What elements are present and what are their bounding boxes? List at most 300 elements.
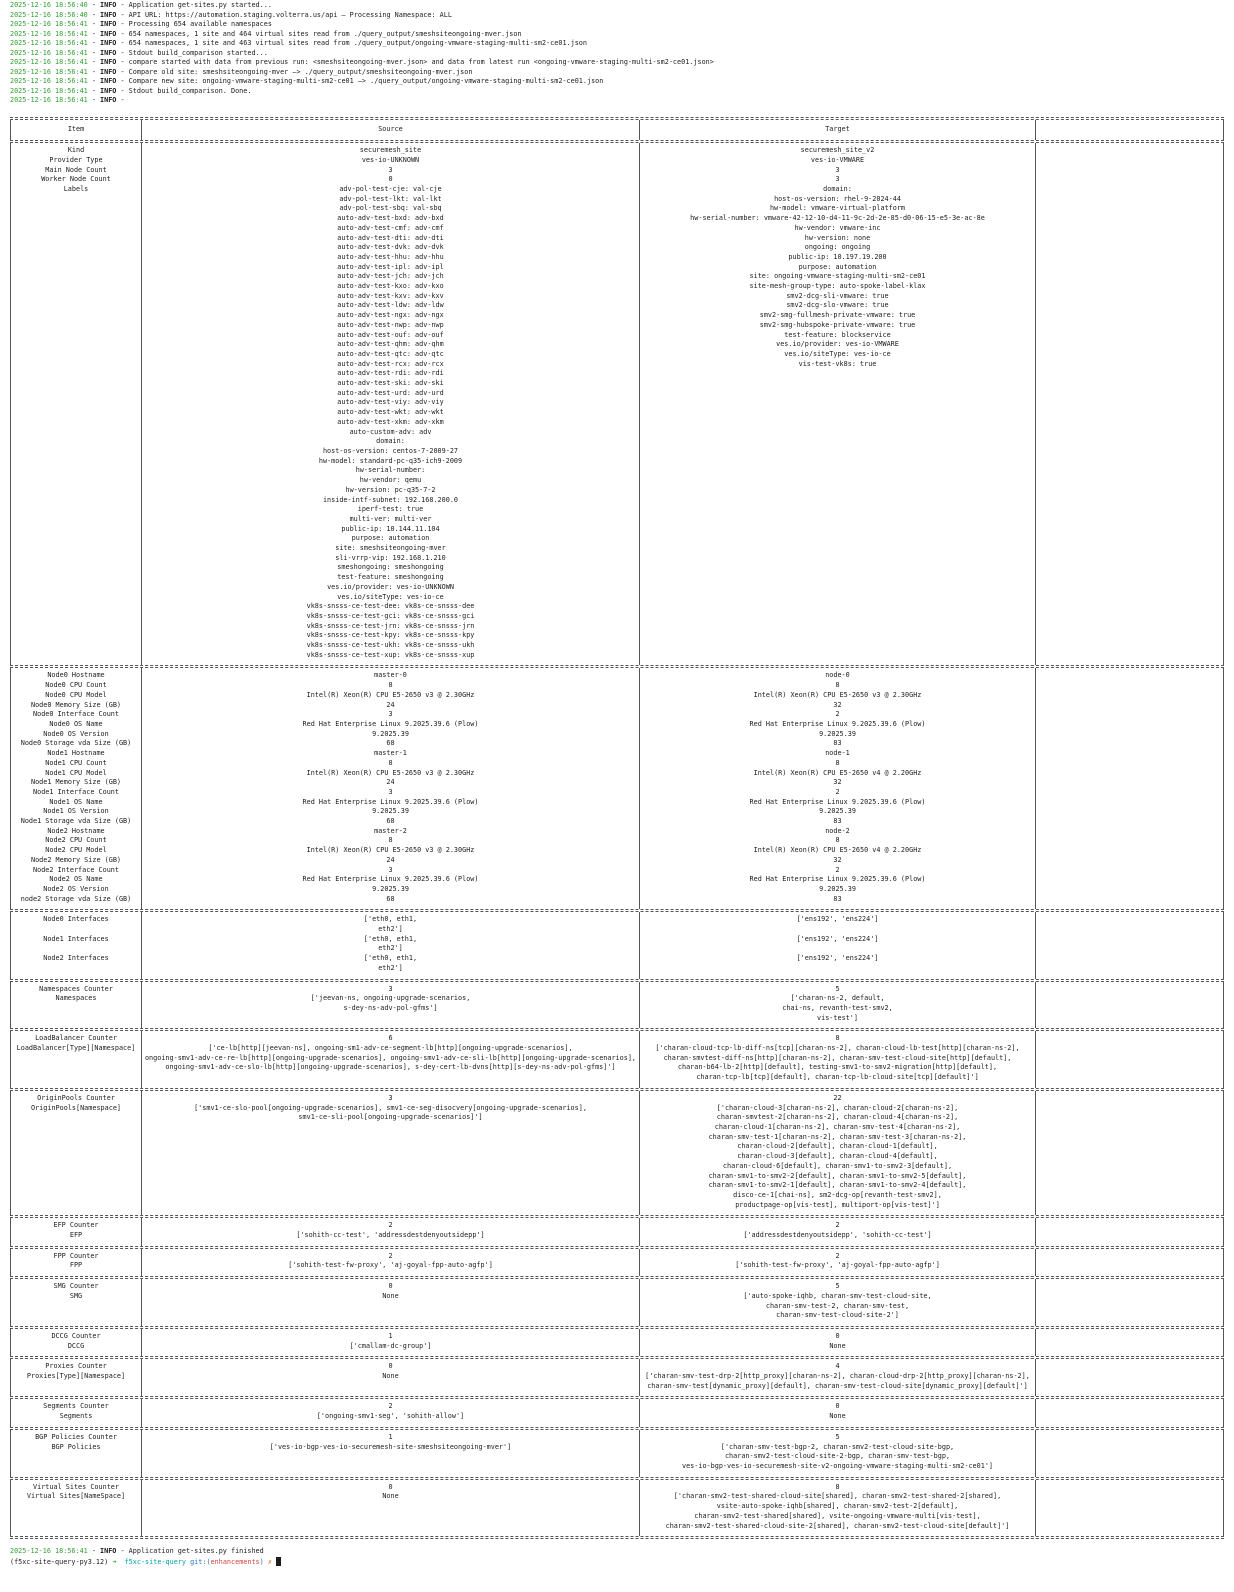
cell-text-line: 4 bbox=[835, 1362, 840, 1371]
table-cell bbox=[640, 1430, 1036, 1477]
cell-text-line: 2 bbox=[835, 865, 840, 874]
cell-text-line: Intel(R) Xeon(R) CPU E5-2650 v4 @ 2.20GHz bbox=[753, 768, 922, 777]
cell-text-line: adv-pol-test-cje: val-cje bbox=[339, 185, 442, 194]
cell-text-line: vis-test'] bbox=[817, 1013, 858, 1022]
table-cell bbox=[142, 1218, 640, 1245]
cell-text-line: eth2'] bbox=[378, 925, 403, 934]
cell-text-line bbox=[1038, 985, 1221, 995]
table-cell bbox=[10, 982, 142, 1029]
table-cell bbox=[1036, 1399, 1224, 1426]
log-message: - Application get-sites.py finished bbox=[116, 1547, 264, 1556]
table-cell bbox=[1036, 982, 1224, 1029]
cell-text-line: Proxies Counter bbox=[45, 1362, 107, 1371]
log-level: INFO bbox=[100, 77, 117, 85]
cell-text-line: smv2-smg-fullmesh-private-vmware: true bbox=[759, 311, 916, 320]
cell-text-line: 5 bbox=[835, 984, 840, 993]
table-cell bbox=[1036, 912, 1224, 978]
cell-text-line: Provider Type bbox=[49, 155, 103, 164]
cell-text-line: auto-adv-test-kxv: adv-kxv bbox=[337, 291, 444, 300]
cell-text-line: Node1 Storage vda Size (GB) bbox=[20, 817, 132, 826]
cell-text-line: 2 bbox=[388, 1402, 393, 1411]
cell-text-line: DCCG bbox=[67, 1341, 85, 1350]
cell-text-line: 83 bbox=[833, 817, 842, 826]
cell-text-line: s-dey-ns-adv-pol-gfms'] bbox=[343, 1003, 438, 1012]
cell-text-line: ['sohith-test-fw-proxy', 'aj-goyal-fpp-auto-agfp'] bbox=[735, 1261, 940, 1270]
cell-text-line: auto-adv-test-hhu: adv-hhu bbox=[337, 252, 444, 261]
table-cell bbox=[640, 1218, 1036, 1245]
cell-text-line: 3 bbox=[835, 175, 840, 184]
cell-text-line: adv-pol-test-lkt: val-lkt bbox=[339, 194, 442, 203]
cell-text-line: ['charan-smv-test-bgp-2, charan-smv2-test-cloud-site-bgp, bbox=[720, 1442, 955, 1451]
cell-text-line: 3 bbox=[388, 787, 393, 796]
table-cell bbox=[1036, 1218, 1224, 1245]
cell-text-line: ves.io/siteType: ves-io-ce bbox=[784, 349, 891, 358]
cell-text-line: Virtual Sites[NameSpace] bbox=[26, 1492, 126, 1501]
cell-text-line: vis-test-vk8s: true bbox=[798, 359, 877, 368]
log-level: INFO bbox=[100, 10, 117, 19]
cell-text-line: Segments Counter bbox=[43, 1402, 109, 1411]
cell-text-line: node-1 bbox=[825, 749, 850, 758]
cell-text-line: 83 bbox=[833, 894, 842, 903]
log-timestamp: 2025-12-16 18:56:41 bbox=[10, 39, 88, 47]
cell-text-line: auto-adv-test-urd: adv-urd bbox=[337, 388, 444, 397]
cell-text-line: ['ens192', 'ens224'] bbox=[796, 954, 879, 963]
cell-text-line: None bbox=[829, 1341, 846, 1350]
cell-text-line: inside-intf-subnet: 192.168.200.0 bbox=[322, 495, 459, 504]
log-message: - compare started with data from previous run: <smeshsiteongoing-mver.json> and data from latest run <ongoing-vmware-staging-multi-sm2-ce01.json> bbox=[116, 58, 714, 66]
cell-text-line: charan-b64-lb-2[http][default], testing-smv1-to-smv2-migration[http][default], bbox=[677, 1063, 998, 1072]
log-message: - Compare old site: smeshsiteongoing-mver —> ./query_output/smeshsiteongoing-mver.json bbox=[116, 67, 473, 76]
cell-text-line: Namespaces bbox=[55, 994, 97, 1003]
cell-text-line: 8 bbox=[835, 1482, 840, 1491]
cell-text-line: OriginPools[Namespace] bbox=[30, 1103, 122, 1112]
cell-text-line: BGP Policies bbox=[51, 1442, 101, 1451]
cell-text-line: iperf-test: true bbox=[357, 505, 424, 514]
cell-text-line: Red Hat Enterprise Linux 9.2025.39.6 (Plow) bbox=[749, 875, 926, 884]
cell-text-line: 68 bbox=[386, 894, 395, 903]
log-line: 2025-12-16 18:56:41 - INFO - 654 namespaces, 1 site and 463 virtual sites read from ./query_output/ongoing-vmware-staging-multi-sm2-ce01.json bbox=[10, 39, 587, 47]
table-cell bbox=[1036, 1359, 1224, 1396]
cell-text-line: charan-cloud-6[default], charan-smv1-to-smv2-3[default], bbox=[722, 1161, 953, 1170]
table-row bbox=[10, 982, 1224, 1029]
table-cell bbox=[142, 1480, 640, 1537]
cell-text-line: auto-adv-test-viy: adv-viy bbox=[337, 398, 444, 407]
log-level: INFO bbox=[100, 1547, 117, 1556]
cell-text-line: FPP bbox=[69, 1261, 83, 1270]
cell-text-line: 1 bbox=[388, 1331, 393, 1340]
cell-text-line: Node1 OS Name bbox=[49, 797, 103, 806]
table-cell bbox=[142, 1031, 640, 1088]
log-line: 2025-12-16 18:56:41 - INFO - Application get-sites.py finished bbox=[10, 1547, 264, 1556]
cell-text-line bbox=[13, 944, 139, 954]
cell-text-line: LoadBalancer[Type][Namespace] bbox=[16, 1044, 136, 1053]
log-timestamp: 2025-12-16 18:56:40 bbox=[10, 10, 88, 19]
cell-text-line: 9.2025.39 bbox=[819, 884, 856, 893]
cell-text-line: ['sohith-cc-test', 'addressdestdenyoutsidepp'] bbox=[296, 1231, 485, 1240]
cell-text-line bbox=[1038, 1221, 1221, 1231]
cell-text-line: Node2 CPU Model bbox=[45, 846, 107, 855]
table-cell bbox=[640, 1359, 1036, 1396]
cell-text-line: charan-smv2-test-shared[shared], vsite-ongoing-vmware-multi[vis-test], bbox=[694, 1511, 981, 1520]
cell-text-line bbox=[1038, 1433, 1221, 1443]
cell-text-line: 8 bbox=[388, 836, 393, 845]
cell-text-line: ['eth0, eth1, bbox=[363, 954, 418, 963]
cell-text-line: domain: bbox=[823, 185, 852, 194]
cell-text-line: Proxies[Type][Namespace] bbox=[26, 1372, 126, 1381]
cell-text-line: auto-adv-test-nwp: adv-nwp bbox=[337, 320, 444, 329]
cell-text-line: Node1 OS Version bbox=[43, 807, 109, 816]
log-line: 2025-12-16 18:56:41 - INFO - 654 namespaces, 1 site and 464 virtual sites read from ./query_output/smeshsiteongoing-mver.json bbox=[10, 29, 522, 38]
cell-text-line: 8 bbox=[835, 836, 840, 845]
cell-text-line: ['auto-spoke-iqhb, charan-smv-test-cloud-site, bbox=[743, 1291, 932, 1300]
cell-text-line: 9.2025.39 bbox=[372, 729, 409, 738]
cell-text-line: Node2 Interfaces bbox=[43, 954, 109, 963]
log-message: - Processing 654 available namespaces bbox=[116, 20, 272, 28]
cell-text-line: EFP bbox=[69, 1231, 83, 1240]
cell-text-line: ['charan-smv2-test-shared-cloud-site[shared], charan-smv2-test-shared-2[shared], bbox=[673, 1492, 1002, 1501]
cell-text-line: ['eth0, eth1, bbox=[363, 934, 418, 943]
cell-text-line: SMG bbox=[69, 1291, 83, 1300]
log-level: INFO bbox=[100, 58, 117, 66]
cell-text-line: auto-adv-test-ldw: adv-ldw bbox=[337, 301, 444, 310]
cell-text-line: ['smv1-ce-slo-pool[ongoing-upgrade-scenarios], smv1-ce-seg-disocvery[ongoing-upgrade-scenarios], bbox=[194, 1103, 587, 1112]
cell-text-line: Labels bbox=[63, 185, 89, 194]
cell-text-line: test-feature: smeshongoing bbox=[337, 573, 444, 582]
cell-text-line: site-mesh-group-type: auto-spoke-label-klax bbox=[749, 282, 926, 291]
cell-text-line bbox=[13, 925, 139, 935]
cell-text-line: auto-adv-test-rcx: adv-rcx bbox=[337, 359, 444, 368]
cell-text-line: Red Hat Enterprise Linux 9.2025.39.6 (Plow) bbox=[749, 797, 926, 806]
cell-text-line: auto-adv-test-ouf: adv-ouf bbox=[337, 330, 444, 339]
git-suffix: ) bbox=[259, 1557, 264, 1566]
table-cell bbox=[1036, 1091, 1224, 1215]
cell-text-line: 8 bbox=[388, 758, 393, 767]
log-level: INFO bbox=[100, 86, 117, 95]
prompt-arrow-icon: ➜ bbox=[112, 1557, 117, 1566]
cell-text-line: Virtual Sites Counter bbox=[33, 1482, 119, 1491]
cell-text-line: 8 bbox=[835, 758, 840, 767]
cell-text-line: charan-cloud-2[default], charan-cloud-1[default], bbox=[737, 1142, 938, 1151]
cell-text-line: master-2 bbox=[374, 826, 407, 835]
cell-text-line: 3 bbox=[388, 1093, 393, 1102]
log-timestamp: 2025-12-16 18:56:41 bbox=[10, 1547, 88, 1556]
cell-text-line: Namespaces Counter bbox=[39, 984, 113, 993]
comparison-table bbox=[10, 117, 1224, 1540]
cell-text-line: ves.io/provider: ves-io-VMWARE bbox=[776, 340, 899, 349]
cell-text-line bbox=[1038, 671, 1221, 681]
log-message: - 654 namespaces, 1 site and 463 virtual sites read from ./query_output/ongoing-vmware-staging-multi-sm2-ce01.json bbox=[116, 39, 587, 47]
cell-text-line: 32 bbox=[833, 700, 842, 709]
table-cell bbox=[1036, 143, 1224, 665]
cell-text-line: EFP Counter bbox=[53, 1221, 99, 1230]
cell-text-line: auto-adv-test-ski: adv-ski bbox=[337, 379, 444, 388]
cell-text-line: 8 bbox=[388, 681, 393, 690]
log-output bbox=[0, 0, 1234, 106]
cell-text-line: 9.2025.39 bbox=[372, 807, 409, 816]
log-timestamp: 2025-12-16 18:56:41 bbox=[10, 67, 88, 76]
table-cell bbox=[10, 1249, 142, 1276]
cell-text-line: hw-version: pc-q35-7-2 bbox=[345, 485, 436, 494]
cell-text-line: 9.2025.39 bbox=[819, 807, 856, 816]
cell-text-line: 0 bbox=[835, 1331, 840, 1340]
cell-text-line: Node0 Storage vda Size (GB) bbox=[20, 739, 132, 748]
log-output-bottom bbox=[0, 1539, 1234, 1557]
cell-text-line bbox=[1038, 1282, 1221, 1292]
log-line: 2025-12-16 18:56:41 - INFO - Compare new site: ongoing-vmware-staging-multi-sm2-ce01 —> ./query_output/ongoing-vmware-staging-multi-sm2-ce01.json bbox=[10, 77, 604, 85]
venv-name: (f5xc-site-query-py3.12) bbox=[10, 1557, 113, 1566]
log-line: 2025-12-16 18:56:41 - INFO - Stdout build_comparison. Done. bbox=[10, 86, 252, 95]
cell-text-line: 3 bbox=[388, 865, 393, 874]
table-cell bbox=[640, 1279, 1036, 1326]
cell-text-line: Node0 CPU Model bbox=[45, 690, 107, 699]
cell-text-line: 3 bbox=[388, 984, 393, 993]
table-cell bbox=[640, 1480, 1036, 1537]
table-cell bbox=[1036, 1480, 1224, 1537]
cell-text-line: Node2 Memory Size (GB) bbox=[30, 855, 122, 864]
cell-text-line: hw-serial-number: bbox=[355, 466, 426, 475]
cell-text-line: hw-version: none bbox=[804, 233, 871, 242]
log-timestamp: 2025-12-16 18:56:41 bbox=[10, 96, 88, 104]
cell-text-line: ['jeevan-ns, ongoing-upgrade-scenarios, bbox=[310, 994, 471, 1003]
log-timestamp: 2025-12-16 18:56:41 bbox=[10, 58, 88, 66]
cell-text-line bbox=[1038, 1402, 1221, 1412]
cell-text-line bbox=[13, 964, 139, 974]
cell-text-line: master-1 bbox=[374, 749, 407, 758]
terminal-cursor bbox=[276, 1557, 281, 1566]
cell-text-line bbox=[642, 944, 1033, 954]
cell-text-line: charan-smv-test-1[charan-ns-2], charan-smv-test-3[charan-ns-2], bbox=[708, 1132, 967, 1141]
cell-text-line: Intel(R) Xeon(R) CPU E5-2650 v4 @ 2.20GHz bbox=[753, 846, 922, 855]
prompt-directory: f5xc-site-query bbox=[124, 1557, 186, 1566]
cell-text-line: test-feature: blockservice bbox=[784, 330, 891, 339]
cell-text-line: Node0 CPU Count bbox=[45, 681, 107, 690]
cell-text-line: hw-model: vmware-virtual-platform bbox=[769, 204, 906, 213]
cell-text-line: ['ens192', 'ens224'] bbox=[796, 934, 879, 943]
cell-text-line: vsite-auto-spoke-iqhb[shared], charan-smv2-test-2[default], bbox=[716, 1502, 959, 1511]
cell-text-line: 3 bbox=[835, 165, 840, 174]
cell-text-line: auto-adv-test-rdi: adv-rdi bbox=[337, 369, 444, 378]
log-timestamp: 2025-12-16 18:56:41 bbox=[10, 48, 88, 57]
table-cell bbox=[142, 1430, 640, 1477]
cell-text-line: 9.2025.39 bbox=[819, 729, 856, 738]
cell-text-line: public-ip: 10.144.11.104 bbox=[341, 524, 440, 533]
cell-text-line: ['charan-cloud-tcp-lb-diff-ns[tcp][charan-ns-2], charan-cloud-lb-test[http][charan-ns-2], bbox=[655, 1044, 1020, 1053]
cell-text-line: Node2 CPU Count bbox=[45, 836, 107, 845]
cell-text-line: hw-vendor: vmware-inc bbox=[794, 223, 881, 232]
cell-text-line: auto-adv-test-ngx: adv-ngx bbox=[337, 311, 444, 320]
cell-text-line: adv-pol-test-sbq: val-sbq bbox=[339, 204, 442, 213]
cell-text-line: 68 bbox=[386, 739, 395, 748]
table-header-cell bbox=[10, 120, 142, 141]
git-branch: enhancements bbox=[210, 1557, 260, 1566]
cell-text-line: 24 bbox=[386, 778, 395, 787]
cell-text-line: ves.io/siteType: ves-io-ce bbox=[337, 592, 444, 601]
cell-text-line bbox=[1038, 1252, 1221, 1262]
cell-text-line: ongoing-smv1-adv-ce-slo-lb[http][ongoing-upgrade-scenarios], s-dey-cert-lb-dvns[http][s-dey-ns-adv-pol-gfms]'] bbox=[165, 1063, 616, 1072]
cell-text-line: host-os-version: centos-7-2009-27 bbox=[322, 447, 459, 455]
cell-text-line: smeshongoing: smeshongoing bbox=[337, 563, 444, 572]
cell-text-line: auto-adv-test-dvk: adv-dvk bbox=[337, 243, 444, 252]
cell-text-line: 2 bbox=[388, 1251, 393, 1260]
table-row bbox=[10, 1430, 1224, 1477]
cell-text-line: charan-cloud-1[charan-ns-2], charan-smv-test-4[charan-ns-2], bbox=[714, 1123, 961, 1131]
cell-text-line: auto-adv-test-qhm: adv-qhm bbox=[337, 340, 444, 349]
cell-text-line: Node2 Interface Count bbox=[33, 865, 119, 874]
log-level: INFO bbox=[100, 96, 117, 104]
cell-text-line: Intel(R) Xeon(R) CPU E5-2650 v3 @ 2.30GHz bbox=[753, 690, 922, 699]
cell-text-line: Red Hat Enterprise Linux 9.2025.39.6 (Plow) bbox=[302, 875, 479, 884]
table-cell bbox=[10, 1218, 142, 1245]
cell-text-line: node-2 bbox=[825, 826, 850, 835]
cell-text-line: Intel(R) Xeon(R) CPU E5-2650 v3 @ 2.30GHz bbox=[306, 690, 475, 699]
table-cell bbox=[10, 1430, 142, 1477]
cell-text-line: 2 bbox=[835, 1251, 840, 1260]
log-line: 2025-12-16 18:56:41 - INFO - Stdout build_comparison started... bbox=[10, 48, 268, 57]
cell-text-line: ['charan-smv-test-drp-2[http_proxy][charan-ns-2], charan-cloud-drp-2[http_proxy][charan-ns-2], bbox=[645, 1372, 1030, 1381]
cell-text-line: 32 bbox=[833, 778, 842, 787]
cell-text-line: charan-smvtest-diff-ns[http][charan-ns-2], charan-smv-test-cloud-site[http][default], bbox=[663, 1053, 1012, 1062]
table-row bbox=[10, 912, 1224, 978]
log-line: 2025-12-16 18:56:40 - INFO - Application get-sites.py started... bbox=[10, 1, 272, 9]
table-cell bbox=[10, 1480, 142, 1537]
cell-text-line: multi-ver: multi-ver bbox=[349, 514, 432, 523]
cell-text-line: charan-smv-test-cloud-site-2'] bbox=[776, 1311, 899, 1320]
cell-text-line: vk8s-snsss-ce-test-xup: vk8s-ce-snsss-xup bbox=[306, 650, 475, 659]
cell-text-line: 0 bbox=[388, 1362, 393, 1371]
log-level: INFO bbox=[100, 1, 117, 9]
cell-text-line: Node1 CPU Model bbox=[45, 768, 107, 777]
cell-text-line: vk8s-snsss-ce-test-jrn: vk8s-ce-snsss-jrn bbox=[306, 621, 475, 630]
cell-text-line: auto-adv-test-kxo: adv-kxo bbox=[337, 282, 444, 291]
table-cell bbox=[142, 143, 640, 665]
log-line: 2025-12-16 18:56:41 - INFO - bbox=[10, 96, 129, 104]
cell-text-line: Kind bbox=[67, 146, 85, 155]
cell-text-line: Intel(R) Xeon(R) CPU E5-2650 v3 @ 2.30GHz bbox=[306, 768, 475, 777]
cell-text-line: domain: bbox=[376, 437, 405, 446]
cell-text-line: 3 bbox=[388, 710, 393, 719]
cell-text-line: purpose: automation bbox=[351, 534, 430, 543]
log-timestamp: 2025-12-16 18:56:41 bbox=[10, 77, 88, 85]
cell-text-line: host-os-version: rhel-9-2024-44 bbox=[774, 194, 901, 203]
cell-text-line: charan-smv2-test-shared-cloud-site-2[shared], charan-smv2-test-cloud-site[default]'] bbox=[665, 1521, 1010, 1530]
cell-text-line: 83 bbox=[833, 739, 842, 748]
cell-text-line bbox=[1038, 146, 1221, 156]
table-cell bbox=[10, 1399, 142, 1426]
table-header-cell bbox=[142, 120, 640, 141]
cell-text-line: DCCG Counter bbox=[51, 1331, 101, 1340]
cell-text-line: site: smeshsiteongoing-mver bbox=[335, 544, 446, 553]
cell-text-line: ['charan-cloud-3[charan-ns-2], charan-cloud-2[charan-ns-2], bbox=[716, 1103, 959, 1112]
log-level: INFO bbox=[100, 29, 117, 38]
cell-text-line: ['ongoing-smv1-seg', 'sohith-allow'] bbox=[316, 1412, 465, 1421]
cell-text-line: 22 bbox=[833, 1093, 842, 1102]
cell-text-line: None bbox=[382, 1372, 399, 1381]
cell-text-line: 32 bbox=[833, 855, 842, 864]
table-cell bbox=[142, 668, 640, 909]
table-cell bbox=[640, 1399, 1036, 1426]
log-timestamp: 2025-12-16 18:56:41 bbox=[10, 86, 88, 95]
table-cell bbox=[640, 912, 1036, 978]
cell-text-line: 0 bbox=[388, 1282, 393, 1291]
table-cell bbox=[640, 982, 1036, 1029]
cell-text-line: disco-ce-1[chai-ns], sm2-dcg-op[revanth-test-smv2], bbox=[733, 1190, 942, 1199]
cell-text-line: 2 bbox=[835, 787, 840, 796]
table-row bbox=[10, 668, 1224, 909]
log-line: 2025-12-16 18:56:41 - INFO - Compare old site: smeshsiteongoing-mver —> ./query_output/smeshsiteongoing-mver.json bbox=[10, 67, 473, 76]
shell-prompt[interactable] bbox=[0, 1557, 1234, 1568]
log-level: INFO bbox=[100, 48, 117, 57]
cell-text-line: charan-smvtest-2[charan-ns-2], charan-cloud-4[charan-ns-2], bbox=[716, 1113, 959, 1122]
table-cell bbox=[640, 1031, 1036, 1088]
cell-text-line: FPP Counter bbox=[53, 1251, 99, 1260]
cell-text-line: 2 bbox=[388, 1221, 393, 1230]
table-cell bbox=[142, 982, 640, 1029]
log-message: - Stdout build_comparison started... bbox=[116, 48, 268, 57]
cell-text-line: 68 bbox=[386, 817, 395, 826]
table-cell bbox=[142, 1279, 640, 1326]
cell-text-line: Node1 Interfaces bbox=[43, 934, 109, 943]
cell-text-line: charan-smv1-to-smv2-1[default], charan-smv1-to-smv2-4[default], bbox=[708, 1181, 967, 1190]
table-row bbox=[10, 1218, 1224, 1245]
table-cell bbox=[10, 912, 142, 978]
cell-text-line: None bbox=[829, 1412, 846, 1421]
table-cell bbox=[142, 1359, 640, 1396]
cell-text-line: 24 bbox=[386, 855, 395, 864]
cell-text-line bbox=[1038, 915, 1221, 925]
cell-text-line: hw-vendor: qemu bbox=[359, 476, 422, 485]
cell-text-line: charan-smv2-test-cloud-site-2-bgp, charan-smv-test-bgp, bbox=[724, 1452, 951, 1461]
cell-text-line: Segments bbox=[59, 1412, 93, 1421]
cell-text-line: ['ves-io-bgp-ves-io-securemesh-site-smeshsiteongoing-mver'] bbox=[269, 1442, 512, 1451]
cell-text-line: ['cmallam-dc-group'] bbox=[349, 1341, 432, 1350]
table-row bbox=[10, 1279, 1224, 1326]
table-row bbox=[10, 1031, 1224, 1088]
cell-text-line: charan-smv-test[dynamic_proxy][default], charan-smv-test-cloud-site[dynamic_proxy][default]'] bbox=[647, 1381, 1028, 1390]
log-level: INFO bbox=[100, 67, 117, 76]
table-cell bbox=[10, 1279, 142, 1326]
log-timestamp: 2025-12-16 18:56:41 bbox=[10, 29, 88, 38]
table-row bbox=[10, 1249, 1224, 1276]
cell-text-line: None bbox=[382, 1291, 399, 1300]
cell-text-line: charan-cloud-3[default], charan-cloud-4[default], bbox=[737, 1152, 938, 1161]
cell-text-line: 3 bbox=[388, 165, 393, 174]
cell-text-line: eth2'] bbox=[378, 963, 403, 972]
cell-text-line: ves-io-bgp-ves-io-securemesh-site-v2-ongoing-vmware-staging-multi-sm2-ce01'] bbox=[682, 1461, 993, 1470]
column-header-text: Item bbox=[67, 124, 85, 133]
cell-text-line: 9.2025.39 bbox=[372, 884, 409, 893]
log-message: - bbox=[116, 96, 129, 104]
cell-text-line: ves-io-VMWARE bbox=[810, 155, 865, 164]
table-cell bbox=[142, 1329, 640, 1356]
cell-text-line: auto-adv-test-bxd: adv-bxd bbox=[337, 214, 444, 223]
log-level: INFO bbox=[100, 39, 117, 47]
cell-text-line: Red Hat Enterprise Linux 9.2025.39.6 (Plow) bbox=[302, 719, 479, 728]
cell-text-line: 0 bbox=[388, 175, 393, 184]
table-header-row bbox=[10, 120, 1224, 141]
cell-text-line: auto-custom-adv: adv bbox=[349, 427, 432, 436]
table-cell bbox=[10, 1031, 142, 1088]
cell-text-line: Intel(R) Xeon(R) CPU E5-2650 v3 @ 2.30GHz bbox=[306, 846, 475, 855]
cell-text-line: ['addressdestdenyoutsidepp', 'sohith-cc-test'] bbox=[743, 1231, 932, 1240]
cell-text-line bbox=[642, 964, 1033, 974]
cell-text-line: OriginPools Counter bbox=[37, 1093, 115, 1102]
cell-text-line: auto-adv-test-wkt: adv-wkt bbox=[337, 408, 444, 417]
table-cell bbox=[1036, 1279, 1224, 1326]
cell-text-line: 5 bbox=[835, 1282, 840, 1291]
cell-text-line: Node1 CPU Count bbox=[45, 758, 107, 767]
cell-text-line: smv2-dcg-slo-vmware: true bbox=[786, 301, 889, 310]
table-cell bbox=[640, 1249, 1036, 1276]
